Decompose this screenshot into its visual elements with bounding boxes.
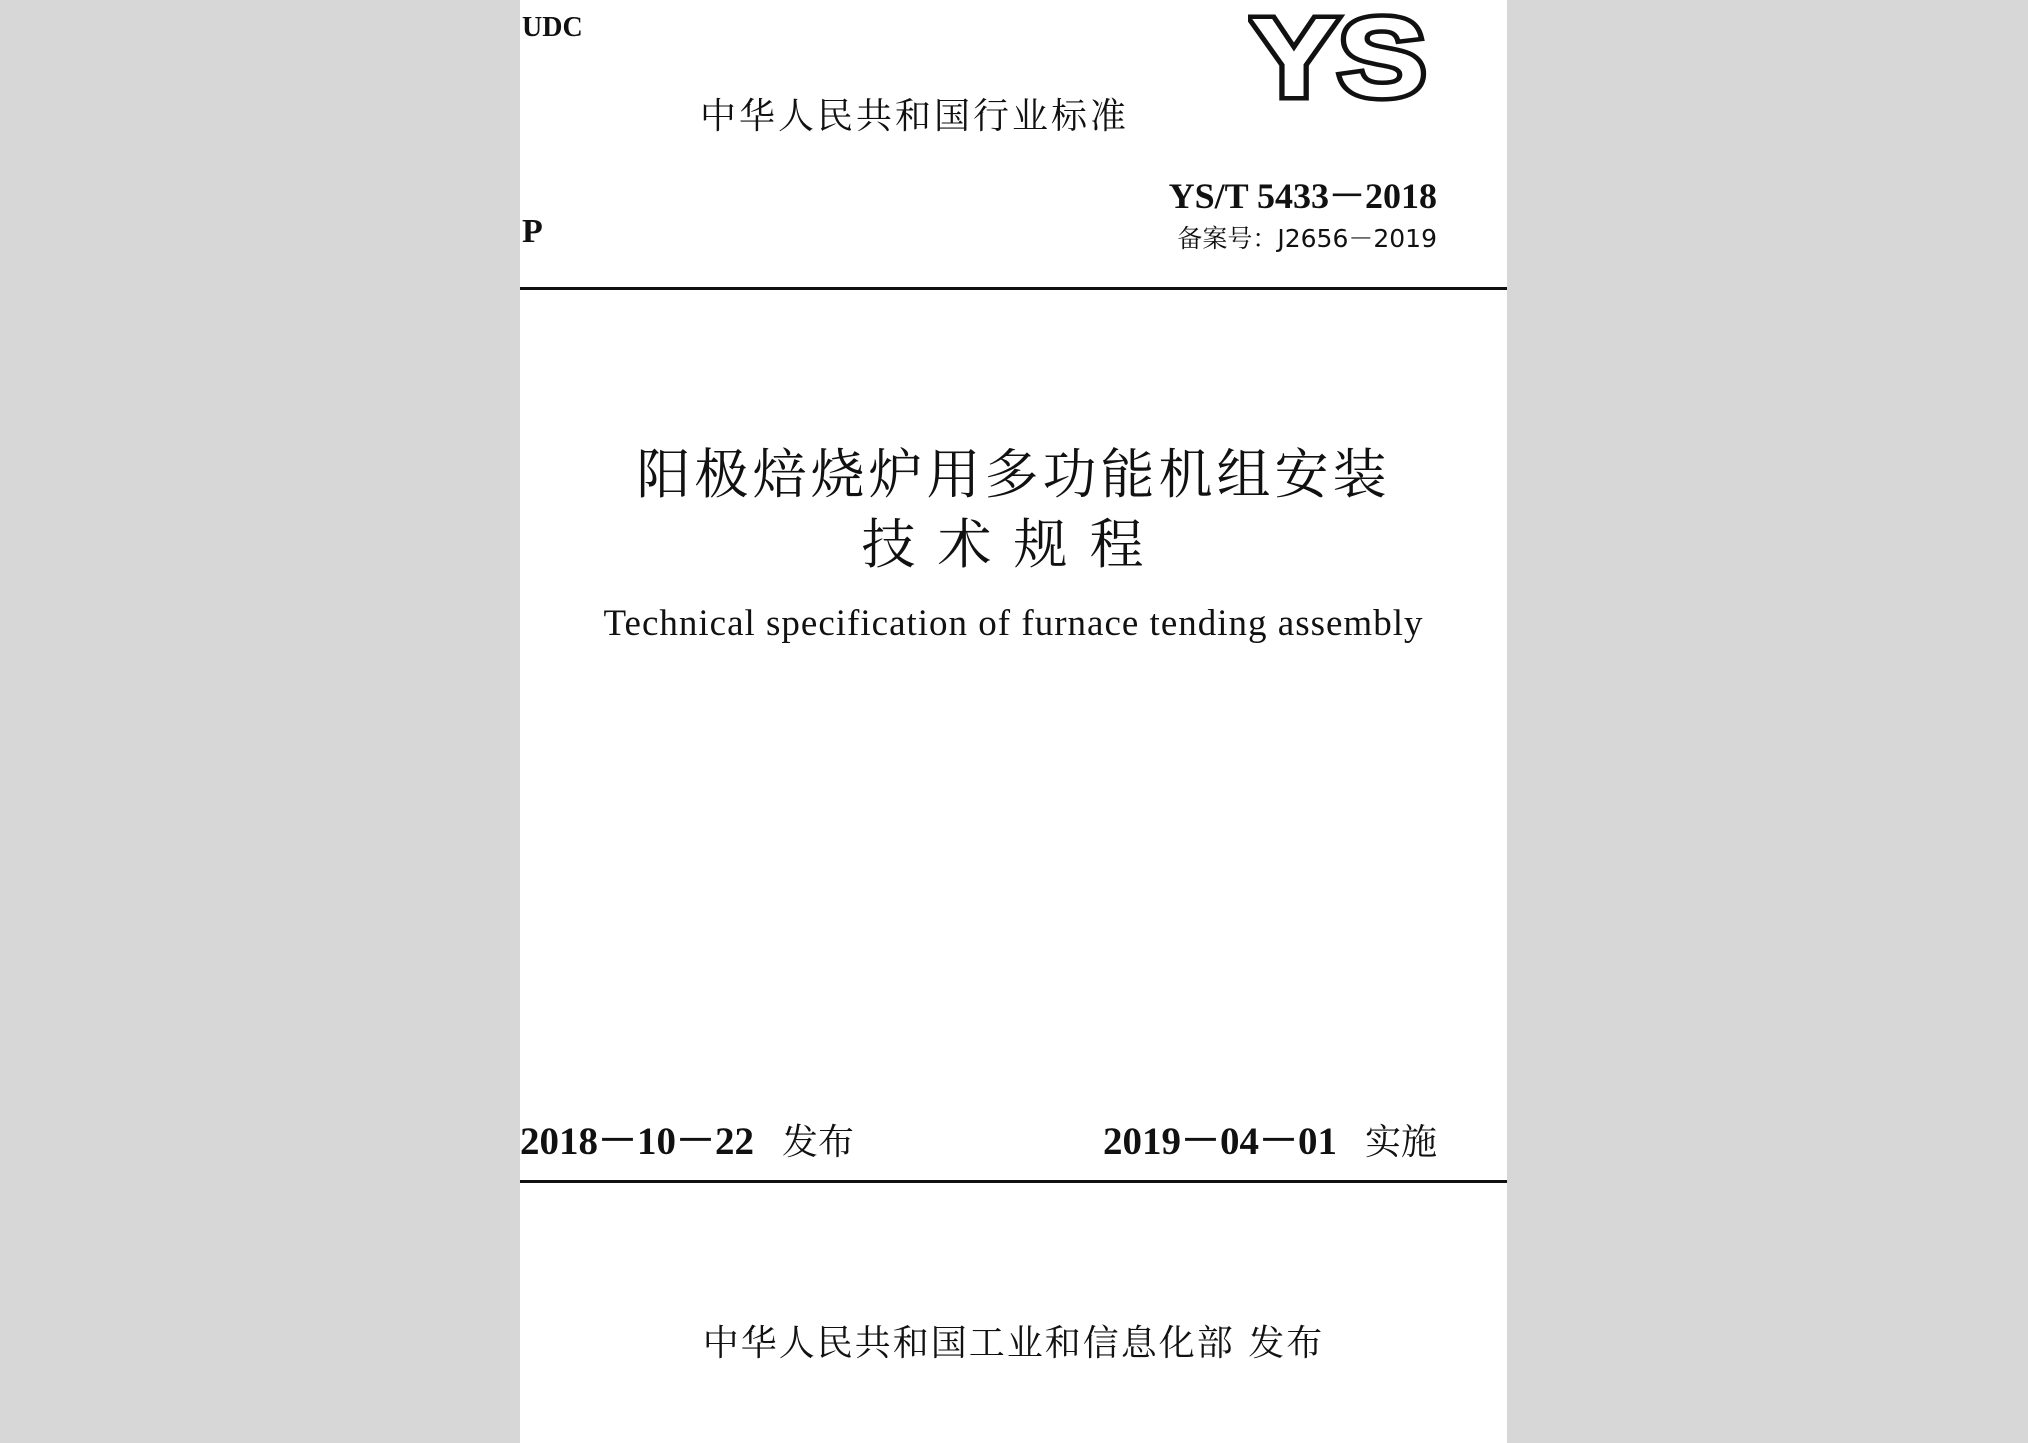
standard-cover-page	[520, 0, 1507, 1443]
category-code: P	[522, 213, 543, 250]
issue-label: 发布	[782, 1122, 855, 1163]
issue-date-block	[520, 1110, 854, 1166]
bottom-divider	[520, 1180, 1507, 1183]
issuer-type-heading: 中华人民共和国行业标准	[700, 96, 1130, 137]
ys-logo-text: YS	[1250, 6, 1426, 106]
title-english: Technical specification of furnace tending assembly	[603, 603, 1424, 644]
effective-date: 2019－04－01	[1102, 1120, 1337, 1163]
effective-label: 实施	[1364, 1122, 1437, 1163]
issue-date: 2018－10－22	[520, 1120, 755, 1163]
top-divider	[520, 287, 1507, 290]
ys-logo	[1248, 6, 1430, 106]
record-number: 备案号：J2656－2019	[1177, 224, 1437, 253]
title-cn-line1: 阳极焙烧炉用多功能机组安装	[636, 443, 1391, 506]
udc-label: UDC	[522, 12, 583, 43]
standard-number: YS/T 5433－2018	[1168, 176, 1437, 216]
title-cn-line2: 技术规程	[861, 513, 1166, 576]
effective-date-block	[1103, 1110, 1437, 1166]
publisher-line: 中华人民共和国工业和信息化部 发布	[702, 1323, 1325, 1364]
